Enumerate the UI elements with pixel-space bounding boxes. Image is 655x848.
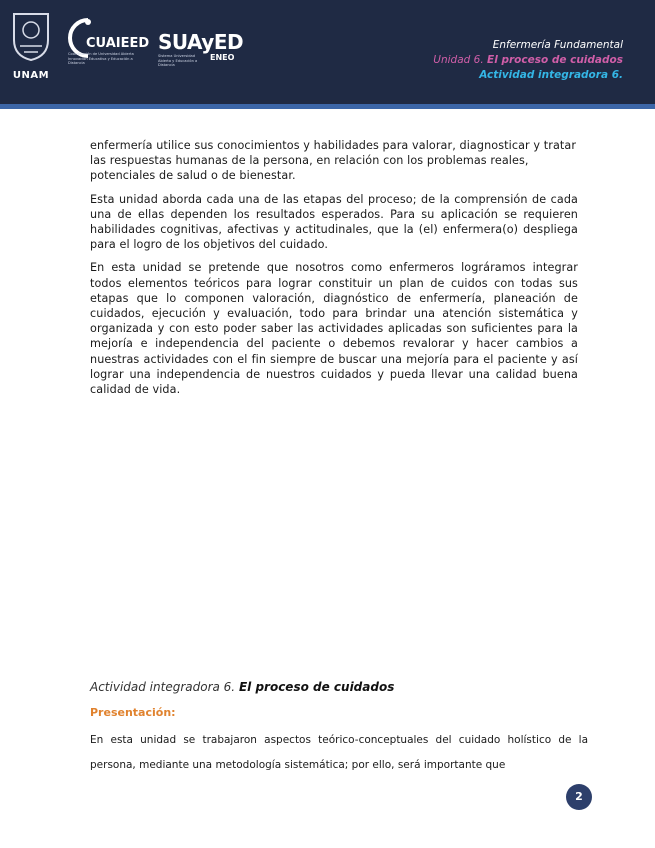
page-header xyxy=(0,0,655,104)
course-name: Enfermería Fundamental xyxy=(492,39,623,51)
activity-heading-prefix: Actividad integradora 6. xyxy=(90,680,236,694)
header-accent-bar xyxy=(0,104,655,109)
suayed-subtitle: Sistema Universidad Abierta y Educación a Distancia xyxy=(158,54,198,68)
presentation-text: En esta unidad se trabajaron aspectos teórico-conceptuales del cuidado holístico de la persona, mediante una metodología sistemática; por ello, será importante que xyxy=(90,734,588,771)
eneo-label: ENEO xyxy=(210,53,235,62)
cuaieed-name: CUAIEED xyxy=(86,36,150,51)
page-number-badge: 2 xyxy=(566,784,592,810)
unam-label: UNAM xyxy=(12,70,50,81)
suayed-logo-text: SUAyED xyxy=(158,30,244,54)
activity-name: Actividad integradora 6. xyxy=(479,69,623,81)
body-text xyxy=(90,138,578,405)
paragraph: Esta unidad aborda cada una de las etapas del proceso; de la comprensión de cada una de ellas dependen los resultados esperados. Para su aplicación se requieren habilidades cognitivas, afectivas y actitudinales, que la (el) enfermera(o) despliega para el logro de los objetivos del cuidado. xyxy=(90,192,578,252)
paragraph: En esta unidad se pretende que nosotros como enfermeros lográramos integrar todos elementos teóricos para lograr constituir un plan de cuidos con todas sus etapas que lo componen valoración, diagnóstico de enfermería, planeación de cuidados, ejecución y evaluación, todo para brindar una atención sistemática y organizada y con esto poder saber las actividades aplicadas son suficientes para la mejoría e independencia del paciente o debemos revalorar y hacer cambios a nuestras actividades con el fin siempre de buscar una mejoría para el paciente y así lograr una independencia de nuestros cuidados y pueda llevar una calidad buena calidad de vida. xyxy=(90,261,578,397)
unam-shield-logo xyxy=(10,10,52,62)
paragraph: enfermería utilice sus conocimientos y habilidades para valorar, diagnosticar y tratar las respuestas humanas de la persona, en relación con los problemas reales, potenciales de salud o de bienestar. xyxy=(90,139,577,183)
unit-name: El proceso de cuidados xyxy=(487,54,623,66)
activity-heading xyxy=(90,680,394,694)
presentation-label: Presentación: xyxy=(90,706,176,719)
cuaieed-subtitle: Coordinación de Universidad Abierta Innovación Educativa y Educación a Distancia xyxy=(68,52,134,66)
unit-title xyxy=(433,53,623,68)
unit-prefix: Unidad 6. xyxy=(433,54,484,66)
activity-heading-title: El proceso de cuidados xyxy=(238,680,395,694)
header-course-info xyxy=(433,38,623,83)
